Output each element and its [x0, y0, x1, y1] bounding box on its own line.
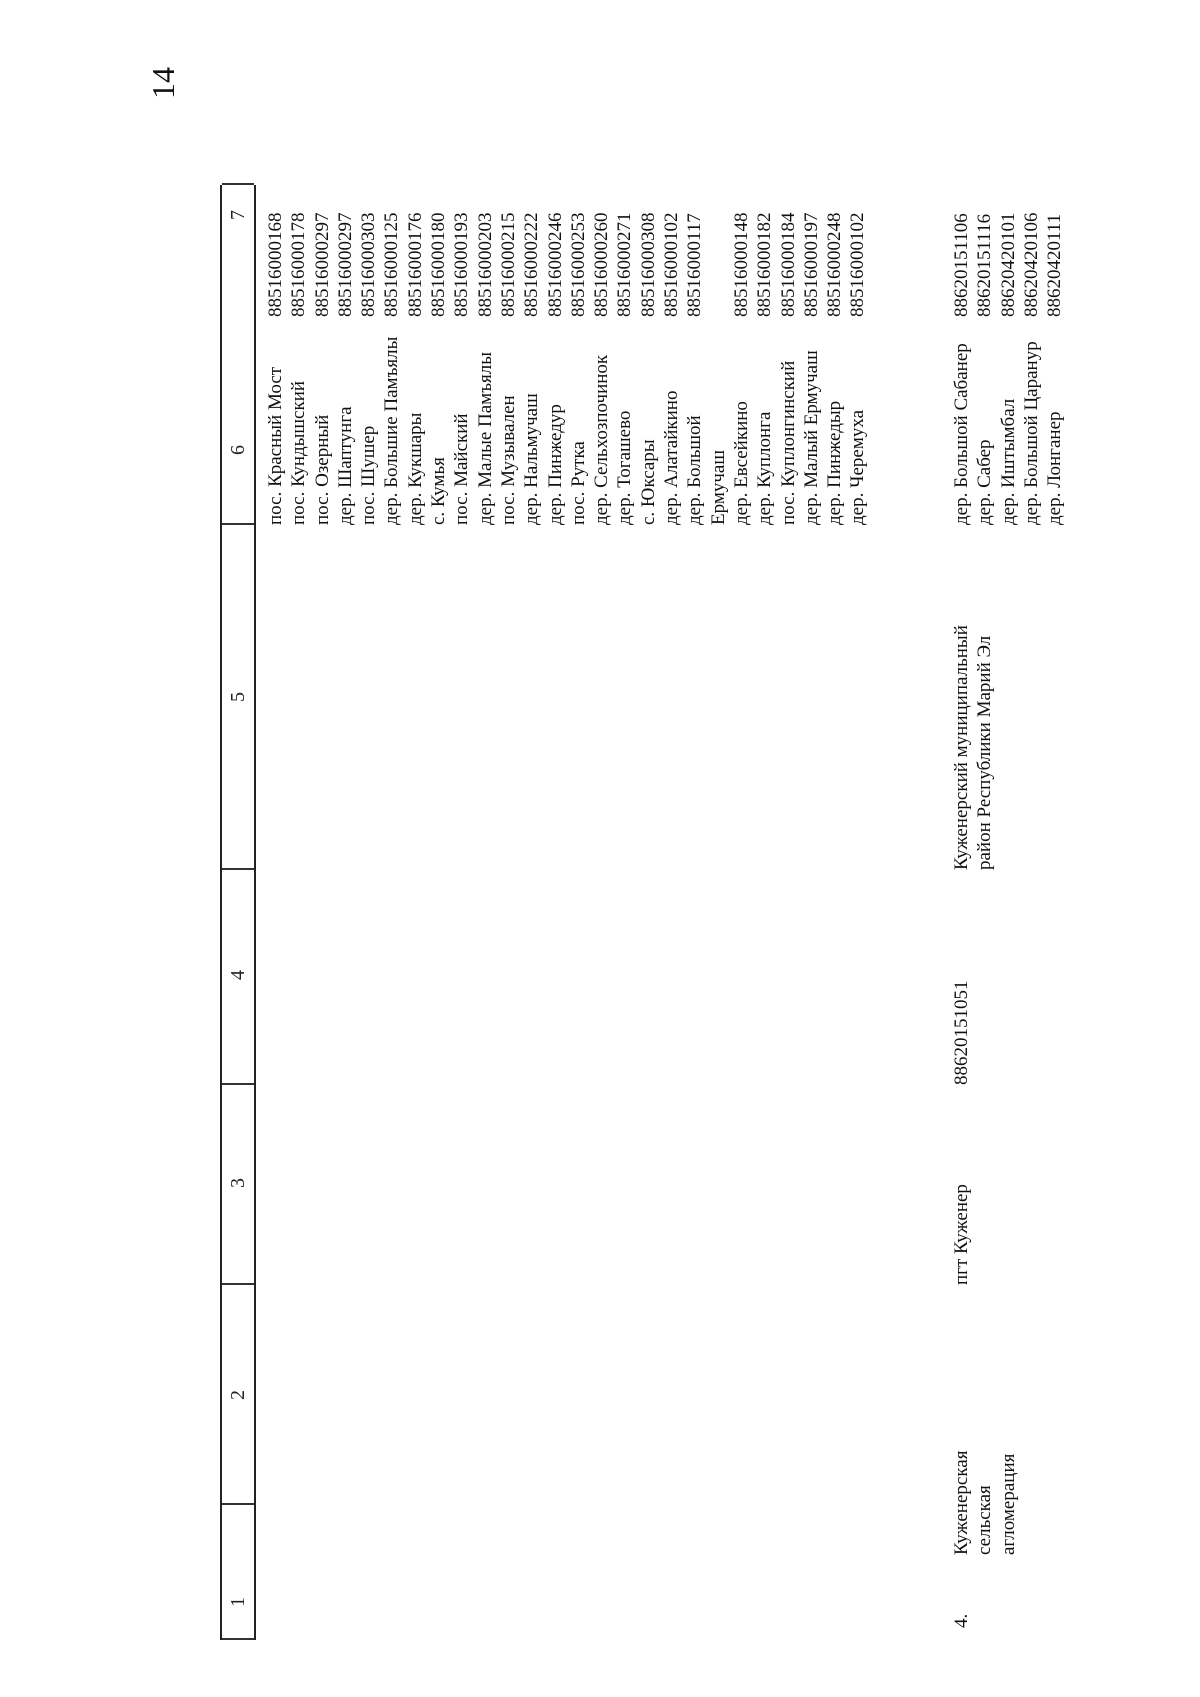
- settlement-name: дер. Большой: [684, 415, 706, 525]
- oktmo-code: 88516000184: [777, 212, 799, 317]
- oktmo-code: 88516000125: [381, 212, 403, 317]
- codes-list-b: [950, 213, 1066, 318]
- settlement-name: пос. Шушер: [358, 425, 380, 525]
- oktmo-code: 88620151116: [974, 213, 996, 317]
- row-number: 4.: [951, 1613, 972, 1628]
- oktmo-code: 88516000248: [824, 212, 846, 317]
- settlement-name: дер. Сельхозпочинок: [591, 354, 613, 525]
- settlement-name: с. Юксары: [637, 439, 659, 525]
- column-divider: [222, 1084, 254, 1086]
- oktmo-code: [707, 213, 730, 318]
- column-divider: [222, 1504, 254, 1506]
- oktmo-code: 88516000102: [661, 212, 683, 317]
- oktmo-code: 88620420111: [1044, 213, 1066, 317]
- codes-list-a: [264, 213, 870, 318]
- settlement-name: пос. Красный Мост: [265, 366, 286, 525]
- column-divider: [222, 1284, 254, 1286]
- column-divider: [222, 869, 254, 871]
- oktmo-code: 88516000260: [591, 212, 613, 317]
- settlements-list-a: [264, 337, 870, 525]
- settlement-name: пос. Кундышский: [288, 380, 310, 525]
- settlement-name: пос. Майский: [451, 413, 473, 525]
- page-number: 14: [145, 67, 181, 99]
- center-name: пгт Куженер: [951, 1184, 972, 1285]
- settlement-name: пос. Рутка: [567, 441, 589, 525]
- oktmo-code: 88516000148: [730, 212, 752, 317]
- oktmo-code: 88516000197: [800, 212, 822, 317]
- column-header-6: 6: [227, 445, 249, 455]
- column-header-7: 7: [227, 210, 249, 220]
- settlement-name: дер. Малые Памъялы: [474, 351, 496, 525]
- oktmo-code: 88620420101: [997, 212, 1019, 317]
- oktmo-code: 88516000102: [847, 212, 869, 317]
- settlement-name: Ермучаш: [707, 450, 729, 525]
- oktmo-code: 88516000193: [451, 212, 473, 317]
- settlement-name: дер. Черемуха: [847, 409, 869, 525]
- settlement-name: дер. Пинжедыр: [824, 400, 846, 525]
- settlement-name: дер. Алатайкино: [661, 390, 683, 525]
- oktmo-code: 88516000271: [614, 212, 636, 317]
- oktmo-code: 88516000178: [288, 212, 310, 317]
- settlement-name: дер. Куплонга: [754, 411, 776, 525]
- oktmo-code: 88516000203: [474, 212, 496, 317]
- column-divider: [222, 184, 254, 186]
- settlement-name: пос. Куплонгинский: [777, 360, 799, 525]
- settlements-list-b: [950, 341, 1066, 525]
- settlement-name: дер. Кукшары: [404, 412, 426, 525]
- settlement-name: пос. Музывален: [497, 395, 519, 525]
- oktmo-code: 88516000297: [334, 212, 356, 317]
- settlement-name: дер. Тогашево: [614, 410, 636, 525]
- oktmo-code: 88516000176: [404, 212, 426, 317]
- settlement-name: дер. Сабер: [974, 439, 996, 525]
- oktmo-code: 88516000215: [497, 212, 519, 317]
- table-header-border: [254, 185, 256, 1640]
- oktmo-code: 88516000168: [265, 212, 286, 317]
- settlement-name: с. Кумья: [428, 457, 450, 525]
- oktmo-code: 88516000117: [684, 213, 706, 317]
- settlement-name: дер. Большой Царанур: [1020, 341, 1042, 525]
- oktmo-code: 88516000253: [567, 212, 589, 317]
- oktmo-code: 88620151106: [951, 213, 972, 317]
- column-header-5: 5: [227, 692, 249, 702]
- table-top-border: [220, 185, 222, 1640]
- oktmo-code: 88516000246: [544, 212, 566, 317]
- settlement-name: дер. Шаптунга: [334, 406, 356, 525]
- settlement-name: дер. Большие Памъялы: [381, 336, 403, 525]
- oktmo-code: 88620420106: [1020, 212, 1042, 317]
- settlement-name: дер. Нальмучаш: [521, 393, 543, 525]
- column-header-4: 4: [227, 970, 249, 980]
- column-divider: [222, 1639, 254, 1641]
- column-header-2: 2: [227, 1390, 249, 1400]
- settlement-name: пос. Озерный: [311, 414, 333, 525]
- column-divider: [222, 524, 254, 526]
- settlement-name: дер. Иштымбал: [997, 398, 1019, 525]
- oktmo-code: 88516000297: [311, 212, 333, 317]
- settlement-name: дер. Пинжедур: [544, 404, 566, 525]
- settlement-name: дер. Евсейкино: [730, 401, 752, 525]
- oktmo-code: 88516000303: [358, 212, 380, 317]
- agglomeration-name: Куженерская сельская агломерация: [951, 1450, 1019, 1555]
- settlement-name: дер. Малый Ермучаш: [800, 350, 822, 525]
- municipality-name: Куженерский муниципальный район Республики Марий Эл: [951, 625, 996, 870]
- column-header-3: 3: [227, 1178, 249, 1188]
- settlement-name: дер. Большой Сабанер: [951, 343, 972, 525]
- oktmo-code: 88516000308: [637, 212, 659, 317]
- oktmo-code: 88516000222: [521, 212, 543, 317]
- column-header-1: 1: [227, 1597, 249, 1607]
- center-oktmo: 88620151051: [951, 980, 972, 1085]
- oktmo-code: 88516000182: [754, 212, 776, 317]
- oktmo-code: 88516000180: [428, 212, 450, 317]
- rotated-table: [0, 45, 1100, 1660]
- settlement-name: дер. Лонганер: [1044, 411, 1066, 525]
